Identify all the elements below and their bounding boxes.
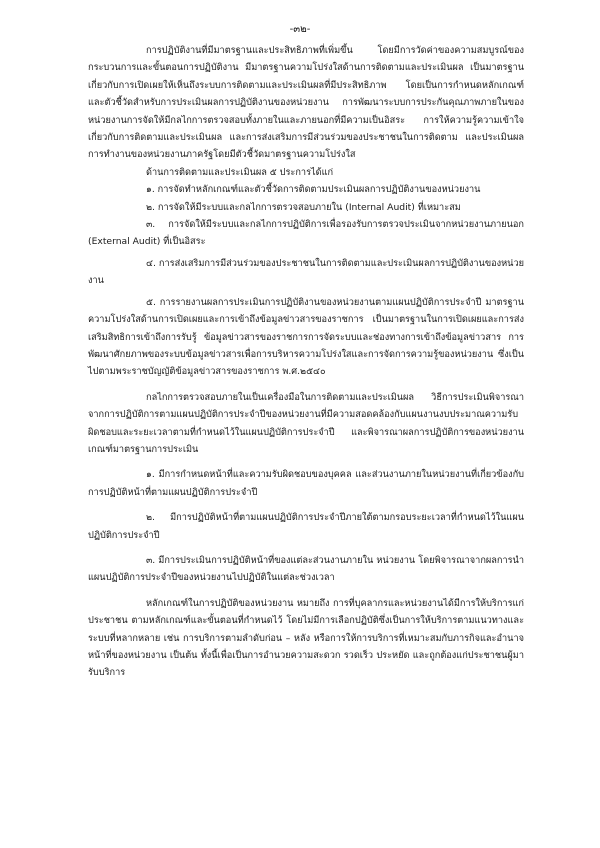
paragraph-service-criteria: หลักเกณฑ์ในการปฏิบัติของหน่วยงาน หมายถึง การที่บุคลากรและหน่วยงานได้มีการให้บริการแก่ประชาชน ตามหลักเกณฑ์และขั้นตอนที่กำหนดไว้ โดยไม่มีการเลือกปฏิบัติซึ่งเป็นการให้บริการตามแนวทางและระบบที่หลากหลาย เช่น การบริการตามลำดับก่อน – หลัง หรือการให้การบริการที่เหมาะสมกับภารกิจและอำนาจหน้าที่ของหน่วยงาน เป็นต้น ทั้งนี้เพื่อเป็นการอำนวยความสะดวก รวดเร็ว ประหยัด และถูกต้องแก่ประชาชนผู้มารับบริการ <box>88 597 524 679</box>
list-item: ๓. การจัดให้มีระบบและกลไกการปฏิบัติการเพื่อรองรับการตรวจประเมินจากหน่วยงานภายนอก (External Audit) ที่เป็นอิสระ <box>88 219 524 248</box>
list-item: ๑. มีการกำหนดหน้าที่และความรับผิดชอบของบุคคล และส่วนงานภายในหน่วยงานที่เกี่ยวข้องกับการปฏิบัติหน้าที่ตามแผนปฏิบัติการประจำปี <box>88 469 524 498</box>
paragraph-monitoring-intro: ด้านการติดตามและประเมินผล ๕ ประการได้แก่ <box>146 166 334 178</box>
list-item: ๔. การส่งเสริมการมีส่วนร่วมของประชาชนในการติดตามและประเมินผลการปฏิบัติงานของหน่วยงาน <box>88 257 524 287</box>
page-number: -๓๒- <box>289 24 311 35</box>
list-item: ๕. การรายงานผลการประเมินการปฏิบัติงานของหน่วยงานตามแผนปฏิบัติการประจำปี มาตรฐานความโปร่งใสด้านการเปิดเผยและการเข้าถึงข้อมูลข่าวสารของราชการ เป็นมาตรฐานในการเปิดเผยและการส่งเสริมสิทธิการเข้าถึงการรับรู้ ข้อมูลข่าวสารของราชการการจัดระบบและช่องทางการเข้าถึงข้อมูลข่าวสาร การพัฒนาศักยภาพของระบบข้อมูลข่าวสารเพื่อการบริหารความโปร่งใสและการจัดการความรู้ของหน่วยงาน ซึ่งเป็นไปตามพระราชบัญญัติข้อมูลข่าวสารของราชการ พ.ศ.๒๕๔๐ <box>88 296 524 378</box>
document-body <box>88 42 524 682</box>
paragraph-internal-audit: กลไกการตรวจสอบภายในเป็นเครื่องมือในการติดตามและประเมินผล วิธีการประเมินพิจารณาจากการปฏิบัติการตามแผนปฏิบัติการประจำปีของหน่วยงานที่มีความสอดคล้องกับแผนงานงบประมาณความรับผิดชอบและระยะเวลาตามที่กำหนดไว้ในแผนปฏิบัติการประจำปี และพิจารณาผลการปฏิบัติการของหน่วยงานเกณฑ์มาตรฐานการประเมิน <box>88 391 524 455</box>
list-item: ๑. การจัดทำหลักเกณฑ์และตัวชี้วัดการติดตามประเมินผลการปฏิบัติงานของหน่วยงาน <box>146 184 481 196</box>
list-item: ๓. มีการประเมินการปฏิบัติหน้าที่ของแต่ละส่วนงานภายใน หน่วยงาน โดยพิจารณาจากผลการนำแผนปฏิบัติการประจำปีของหน่วยงานไปปฏิบัติในแต่ละช่วงเวลา <box>88 554 524 584</box>
paragraph-transparency-standard: การปฏิบัติงานที่มีมาตรฐานและประสิทธิภาพที่เพิ่มขึ้น โดยมีการวัดค่าของความสมบูรณ์ของกระบวนการและขั้นตอนการปฏิบัติงาน มีมาตรฐานความโปร่งใสด้านการติดตามและประเมินผล เป็นมาตรฐานเกี่ยวกับการเปิดเผยให้เห็นถึงระบบการติดตามและประเมินผลที่มีประสิทธิภาพ โดยเป็นการกำหนดหลักเกณฑ์และตัวชี้วัดสำหรับการประเมินผลการปฏิบัติงานของหน่วยงาน การพัฒนาระบบการประกันคุณภาพภายในของหน่วยงานการจัดให้มีกลไกการตรวจสอบทั้งภายในและภายนอกที่มีความเป็นอิสระ การให้ความรู้ความเข้าใจเกี่ยวกับการติดตามและประเมินผล และการส่งเสริมการมีส่วนร่วมของประชาชนในการติดตาม และประเมินผลการทำงานของหน่วยงานภาครัฐโดยมีตัวชี้วัดมาตรฐานความโปร่งใส <box>88 45 524 161</box>
list-item: ๒. การจัดให้มีระบบและกลไกการตรวจสอบภายใน (Internal Audit) ที่เหมาะสม <box>146 201 461 213</box>
list-item: ๒. มีการปฏิบัติหน้าที่ตามแผนปฏิบัติการประจำปีภายใต้ตามกรอบระยะเวลาที่กำหนดไว้ในแผนปฏิบัติการประจำปี <box>88 512 524 541</box>
